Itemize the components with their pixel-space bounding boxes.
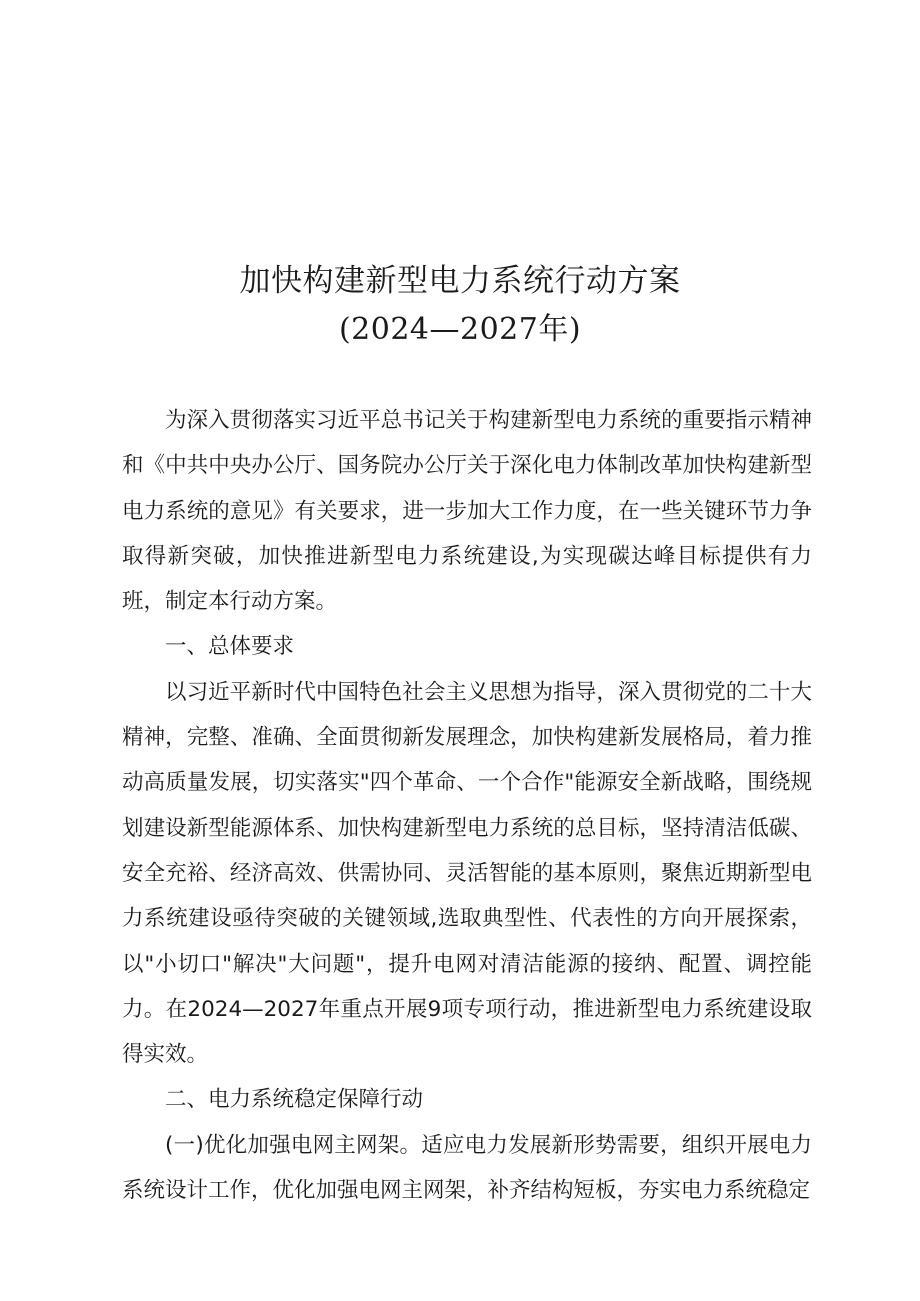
document-title: 加快构建新型电力系统行动方案 [239,263,681,299]
section-heading-1: 一、总体要求 [165,634,295,660]
section-1-paragraph: 以习近平新时代中国特色社会主义思想为指导，深入贯彻党的二十大精神，完整、准确、全面贯彻新发展理念，加快构建新发展格局，着力推动高质量发展，切实落实"四个革命、一个合作"能源安全新战略，围绕规划建设新型能源体系、加快构建新型电力系统的总目标，坚持清洁低碳、安全充裕、经济高效、供需协同、灵活智能的基本原则，聚焦近期新型电力系统建设亟待突破的关键领域,选取典型性、代表性的方向开展探索，以"小切口"解决"大问题"，提升电网对清洁能源的接纳、配置、调控能力。在2024—2027年重点开展9项专项行动，推进新型电力系统建设取得实效。 [122,679,812,1068]
document-subtitle: (2024—2027年) [338,312,582,347]
intro-paragraph: 为深入贯彻落实习近平总书记关于构建新型电力系统的重要指示精神和《中共中央办公厅、国务院办公厅关于深化电力体制改革加快构建新型电力系统的意见》有关要求，进一步加大工作力度，在一些关键环节力争取得新突破，加快推进新型电力系统建设,为实现碳达峰目标提供有力班，制定本行动方案。 [122,408,812,615]
section-heading-2: 二、电力系统稳定保障行动 [165,1087,424,1113]
section-2-item-1: (一)优化加强电网主网架。适应电力发展新形势需要，组织开展电力系统设计工作，优化加强电网主网架，补齐结构短板，夯实电力系统稳定 [122,1132,812,1204]
document-body [122,398,812,1213]
